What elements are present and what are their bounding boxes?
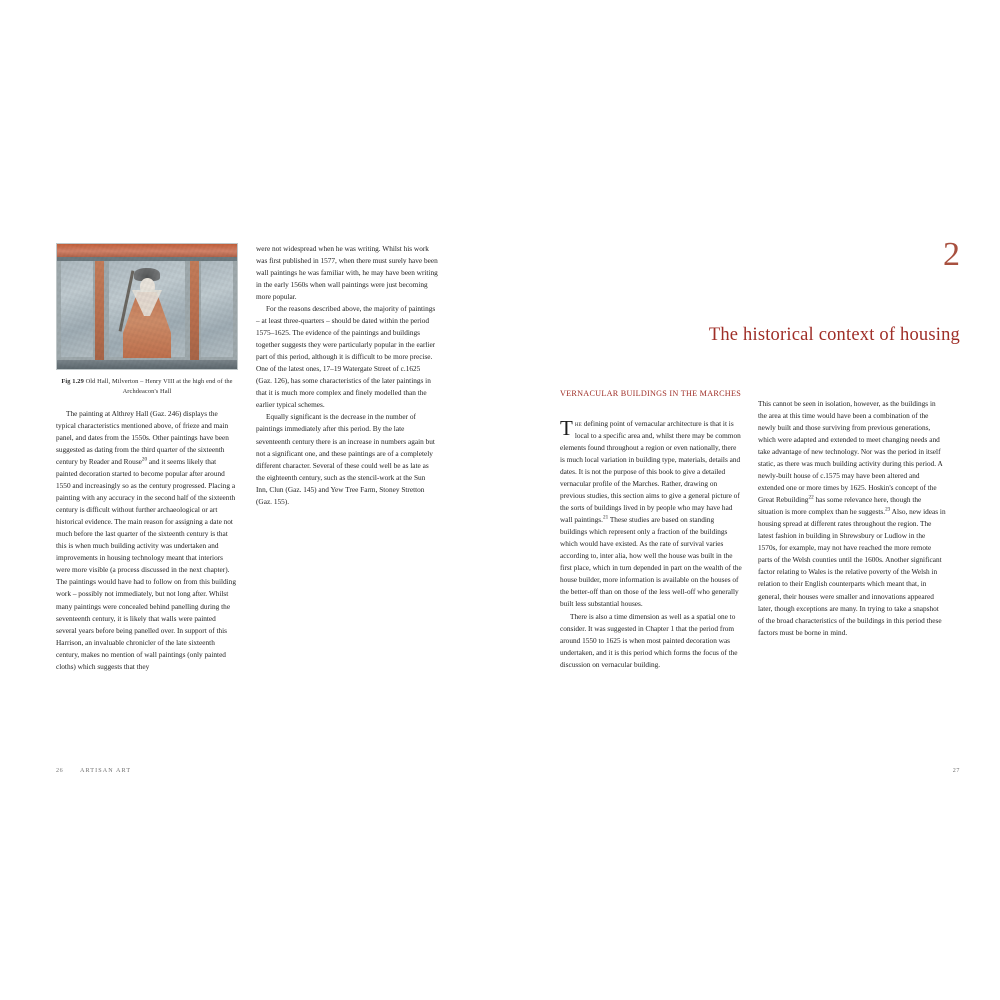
verso-column-1 <box>56 408 238 673</box>
paragraph-part: These studies are based on standing buildings which represent only a fraction of the buildings which would have existed. As the rate of survival varies according to, inter alia, how well the house was built in the first place, which in turn depended in part on the wealth of the house builder, more information is available on the houses of the better-off than on those of the less well-off who generally built less substantial houses. <box>560 515 742 609</box>
paragraph-part: defining point of vernacular architecture is that it is local to a specific area and, whilst there may be common elements found throughout a region or even nationally, there is much local variation in building type, materials, details and dates. It is not the purpose of this book to give a detailed vernacular profile of the Marches. Rather, drawing on previous studies, this section aims to give a general picture of the sorts of buildings lived in by people who may have had wall paintings. <box>560 419 741 525</box>
paragraph: There is also a time dimension as well as a spatial one to consider. It was suggested in Chapter 1 that the period from around 1550 to 1625 is when most painted decoration was undertaken, and it is this period which forms the focus of the discussion on vernacular building. <box>560 611 738 669</box>
paragraph: were not widespread when he was writing. Whilst his work was first published in 1577, when there must surely have been wall paintings he was familiar with, he may have been writing in the early 1560s when wall paintings were just becoming more popular. <box>256 244 438 302</box>
running-head: ARTISAN ART <box>80 768 132 774</box>
paragraph: Equally significant is the decrease in the number of paintings immediately after this period. By the late seventeenth century there is an increase in numbers again but not a significant one, and these paintings are of a completely different character. Several of these could well be as late as the eighteenth century, such as the stencil-work at the Sun Inn, Clun (Gaz. 145) and Yew Tree Farm, Stoney Stretton (Gaz. 155). <box>256 412 435 506</box>
section-heading: VERNACULAR BUILDINGS IN THE MARCHES <box>560 389 741 398</box>
paragraph <box>56 408 238 673</box>
recto-page <box>500 0 1000 1000</box>
fresco-texture-overlay <box>57 244 237 369</box>
footnote-ref-23: 23 <box>885 506 891 513</box>
drop-cap: T <box>560 416 573 440</box>
paragraph-part: The painting at Althrey Hall (Gaz. 246) displays the typical characteristics mentioned above, of frieze and main panel, and dates from the 1550s. Other paintings have been suggested as dating from the third quarter of the sixteenth century by Reader and Rouse <box>56 409 229 467</box>
footnote-ref-22: 22 <box>808 494 814 501</box>
figure-1-29 <box>56 243 238 397</box>
chapter-title: The historical context of housing <box>708 325 960 345</box>
recto-page-number: 27 <box>952 768 960 774</box>
verso-page-number: 26 <box>56 768 64 774</box>
paragraph-part: Also, new ideas in housing spread at different rates throughout the region. The latest fashion in building in Shrewsbury or Ludlow in the 1570s, for example, may not have reached the more remote parts of the Welsh counties until the 1600s. Another significant factor relating to Wales is the relative poverty of the Welsh in relation to their English counterparts which meant that, in general, their houses were smaller and innovations appeared later, though exceptions are many. In trying to take a snapshot of the broad characteristics of the buildings in this period these factors must be borne in mind. <box>758 507 946 637</box>
chapter-number: 2 <box>943 236 960 273</box>
paragraph: For the reasons described above, the majority of paintings – at least three-quarters – should be dated within the period 1575–1625. The evidence of the paintings and buildings together suggests they were particularly popular in the earlier part of this period, although it is difficult to be more precise. One of the latest ones, 17–19 Watergate Street of c.1625 (Gaz. 126), has some characteristics of the later paintings in that it is much more complex and finely modelled than the earlier typical schemes. <box>256 304 436 410</box>
recto-column-1 <box>560 418 742 671</box>
figure-caption-text: Old Hall, Milverton – Henry VIII at the high end of the Archdeacon's Hall <box>83 378 233 395</box>
recto-column-2 <box>758 398 946 639</box>
paragraph <box>758 398 946 639</box>
lead-smallcaps: he <box>574 419 582 428</box>
paragraph-with-dropcap <box>560 418 742 611</box>
paragraph-part: This cannot be seen in isolation, however, as the buildings in the area at this time would have been a combination of the newly built and those surviving from previous generations, which were adapted and extended to meet changing needs and take advantage of new technology. Nor was the period in itself static, as there was much building activity during this period. A newly-built house of c.1575 may have been altered and extended one or more times by 1625. Hoskin's concept of the Great Rebuilding <box>758 399 943 505</box>
paragraph-part: has some relevance here, though the situation is more complex than he suggests. <box>758 495 922 517</box>
footnote-ref-20: 20 <box>141 456 148 463</box>
fresco-image <box>56 243 238 370</box>
paragraph-part: and it seems likely that painted decoration started to become popular after around 1550 and increasingly so as the century progressed. Placing a painting with any accuracy in the second half of the sixteenth century is difficult without further archaeological or art historical evidence. The main reason for assigning a date not much before the last quarter of the sixteenth century is that this is when much building activity was undertaken and improvements in housing technology meant that interiors were more visible (a process discussed in the next chapter). The paintings would have had to follow on from this building work – possibly not immediately, but not long after. Whilst many paintings were concealed behind panelling during the seventeenth century, it is likely that walls were painted several years before being panelled over. In support of this Harrison, an invaluable chronicler of the late sixteenth century, makes no mention of wall paintings (only painted cloths) which suggests that they <box>56 457 236 671</box>
verso-column-2 <box>256 243 438 508</box>
figure-caption <box>56 377 238 397</box>
footnote-ref-21: 21 <box>602 514 609 521</box>
figure-number: Fig 1.29 <box>61 378 84 385</box>
